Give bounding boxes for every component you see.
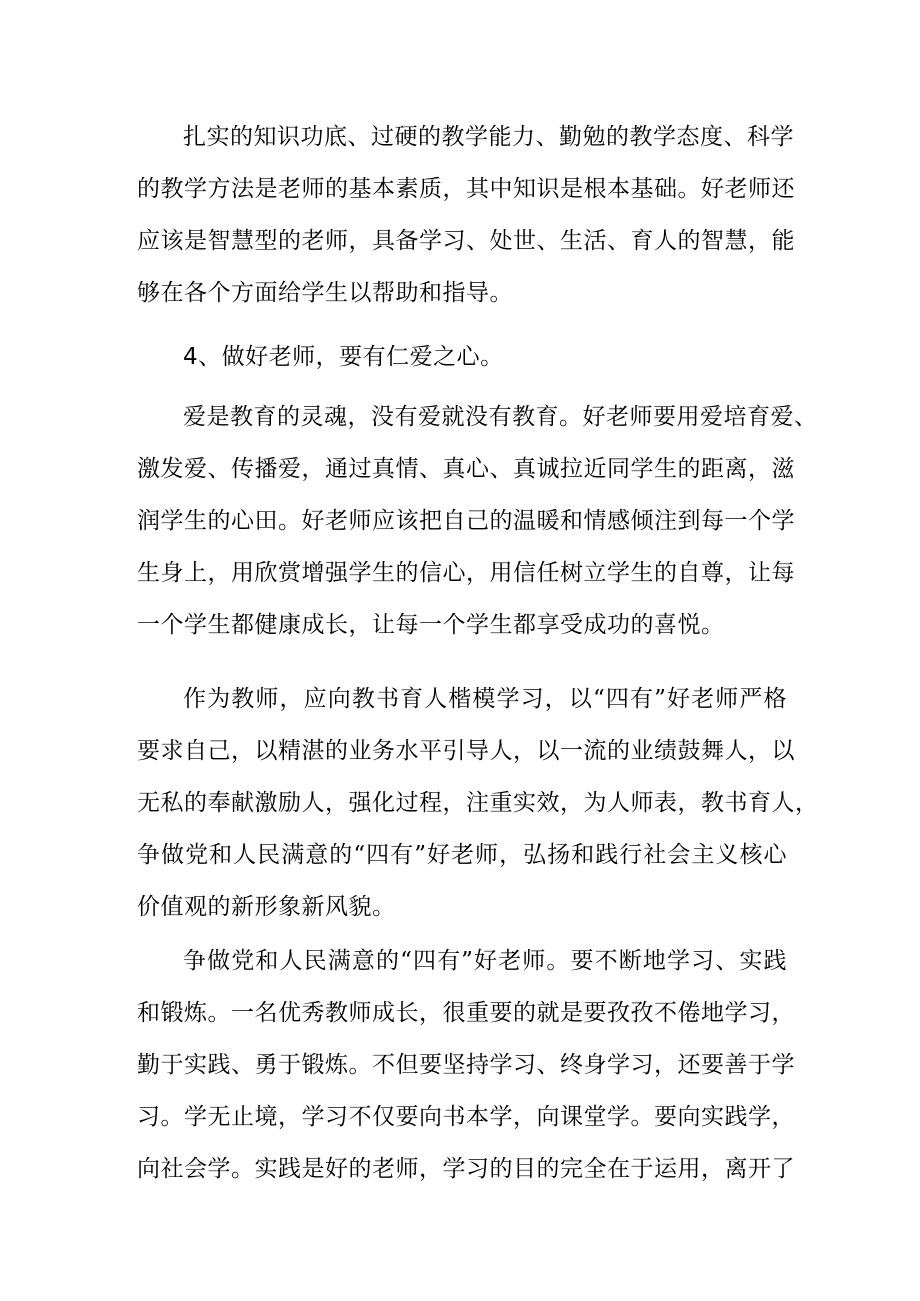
paragraph-love [137,391,818,651]
paragraph-line: 激发爱、传播爱，通过真情、真心、真诚拉近同学生的距离，滋 [137,456,795,482]
paragraph-line: 润学生的心田。好老师应该把自己的温暖和情感倾注到每一个学 [137,508,795,534]
paragraph-line: 应该是智慧型的老师，具备学习、处世、生活、育人的智慧，能 [137,228,795,254]
paragraph-line: 争做党和人民满意的“四有”好老师。要不断地学习、实践 [183,948,787,974]
section-heading-text: 4、做好老师，要有仁爱之心。 [183,344,504,370]
paragraph-line: 勤于实践、勇于锻炼。不但要坚持学习、终身学习，还要善于学 [137,1052,795,1078]
paragraph-line: 爱是教育的灵魂，没有爱就没有教育。好老师要用爱培育爱、 [183,404,818,430]
paragraph-line: 生身上，用欣赏增强学生的信心，用信任树立学生的自尊，让每 [137,560,795,586]
paragraph-line: 扎实的知识功底、过硬的教学能力、勤勉的教学态度、科学 [183,124,794,150]
paragraph-line: 无私的奉献激励人，强化过程，注重实效，为人师表，教书育人， [137,790,819,816]
paragraph-line: 习。学无止境，学习不仅要向书本学，向课堂学。要向实践学， [137,1104,795,1130]
paragraph-line: 作为教师，应向教书育人楷模学习，以“四有”好老师严格 [183,686,787,712]
paragraph-line: 争做党和人民满意的“四有”好老师，弘扬和践行社会主义核心 [137,842,787,868]
paragraph-line: 的教学方法是老师的基本素质，其中知识是根本基础。好老师还 [137,176,795,202]
paragraph-line: 价值观的新形象新风貌。 [137,894,396,920]
paragraph-line: 够在各个方面给学生以帮助和指导。 [137,280,513,306]
paragraph-line: 向社会学。实践是好的老师，学习的目的完全在于运用，离开了 [137,1156,795,1182]
paragraph-line: 要求自己，以精湛的业务水平引导人，以一流的业绩鼓舞人，以 [137,738,795,764]
section-heading-4 [137,331,787,383]
paragraph-line: 一个学生都健康成长，让每一个学生都享受成功的喜悦。 [137,612,725,638]
paragraph-strive [137,935,795,1195]
paragraph-line: 和锻炼。一名优秀教师成长，很重要的就是要孜孜不倦地学习， [137,1000,795,1026]
paragraph-as-teacher [137,673,819,933]
paragraph-knowledge [137,111,795,319]
